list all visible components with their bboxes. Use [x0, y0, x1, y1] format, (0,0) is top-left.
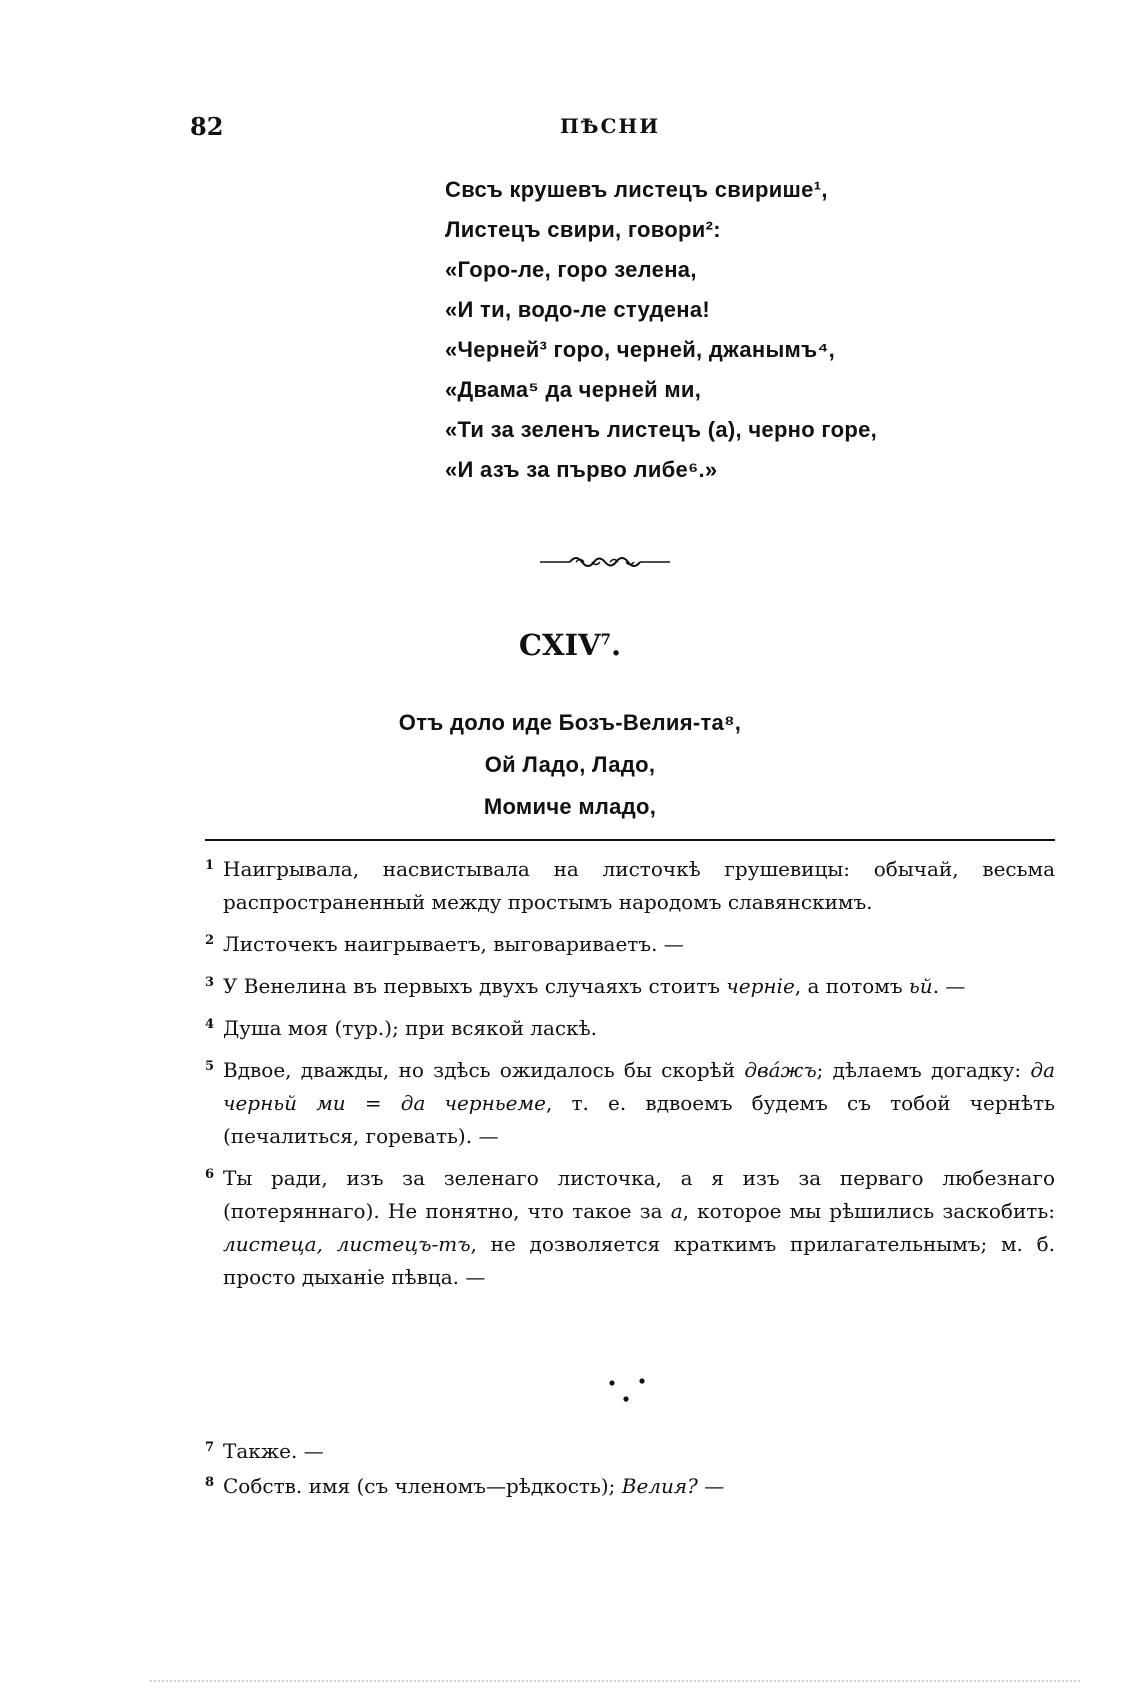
ornament-divider-icon	[540, 552, 670, 572]
verse-line: «Горо-ле, горо зелена,	[445, 257, 697, 282]
footnote-text: Вдвое, дважды, но здѣсь ожидалось бы скорѣй	[223, 1058, 745, 1082]
verse-line: Ой Ладо, Ладо,	[484, 752, 656, 777]
verse-line: «Черней³ горо, черней, джанымъ⁴,	[445, 337, 836, 362]
footnote-text: , которое мы рѣшились заскобить:	[682, 1199, 1055, 1223]
footnote-text: —	[697, 1474, 725, 1498]
verse-line: «Ти за зеленъ листецъ (а), черно горе,	[445, 417, 878, 442]
verse-line: Свсъ крушевъ листецъ свирише¹,	[445, 177, 828, 202]
running-title: ПѢСНИ	[560, 114, 661, 138]
footnotes	[205, 853, 1055, 1303]
verse-line: «И ти, водо-ле студена!	[445, 297, 711, 322]
footnote-mark: 2	[205, 933, 215, 948]
footnote-text: Также. —	[223, 1439, 324, 1463]
footnote-text: Листочекъ наигрываетъ, выговариваетъ. —	[223, 932, 684, 956]
footnote-italic-text: черніе	[726, 974, 795, 998]
footnote-text: , не дозволяется краткимъ прилагательнымъ; м. б. просто дыханіе пѣвца. —	[223, 1232, 1056, 1289]
footnote-italic-text: Велия?	[621, 1474, 698, 1498]
footnote-italic-text: ьй	[908, 974, 933, 998]
song-verse-1	[445, 170, 877, 490]
footnote	[205, 928, 1055, 961]
footnote-mark: 5	[205, 1059, 215, 1074]
footnote	[205, 1012, 1055, 1045]
footnote-mark: 3	[205, 975, 215, 990]
footnote	[205, 853, 1055, 919]
song-verse-2	[0, 702, 1140, 828]
footnote-mark: 7	[205, 1440, 215, 1455]
footnote-italic-text: листеца, листецъ-тъ	[223, 1232, 471, 1256]
footnote-text: Наигрывала, насвистывала на листочкѣ грушевицы: обычай, весьма распространенный между простымъ народомъ славянскимъ.	[223, 857, 1055, 914]
scan-edge	[150, 1680, 1080, 1688]
footnote-text: Собств. имя (съ членомъ—рѣдкость);	[223, 1474, 622, 1498]
section-footnote-mark: 7	[600, 630, 611, 649]
footnote-text: Ты ради, изъ за зеленаго листочка, а я изъ за перваго любезнаго (потеряннаго). Не понятно, что такое за	[223, 1166, 1055, 1223]
footnote-text: , т. е. вдвоемъ будемъ съ тобой чернѣть (печалиться, горевать). —	[223, 1091, 1056, 1148]
footnote-text: Душа моя (тур.); при всякой ласкѣ.	[223, 1016, 598, 1040]
verse-line: «И азъ за първо либе⁶.»	[445, 457, 718, 482]
verse-line: Отъ доло иде Бозъ-Велия-та⁸,	[398, 710, 742, 735]
footnote	[205, 970, 1055, 1003]
footnote-italic-text: да черньй ми = да черньеме	[223, 1058, 1055, 1115]
footnote-italic-text: двáжъ	[744, 1058, 817, 1082]
footnote-text: . —	[932, 974, 966, 998]
footnotes-continued	[205, 1434, 1055, 1504]
footnote-mark: 4	[205, 1017, 215, 1032]
footnote-text: ; дѣлаемъ догадку:	[816, 1058, 1031, 1082]
verse-line: Момиче младо,	[483, 794, 657, 819]
verse-line: Листецъ свири, говори²:	[445, 217, 721, 242]
footnote	[205, 1469, 1055, 1504]
verse-line: «Двама⁵ да черней ми,	[445, 377, 702, 402]
footnote	[205, 1054, 1055, 1153]
section-number: CXIV$^7$.	[518, 628, 622, 662]
footnote-mark: 1	[205, 858, 215, 873]
footnote-italic-text: а	[670, 1199, 683, 1223]
section-roman: CXIV	[518, 628, 601, 662]
asterism-icon	[600, 1373, 660, 1413]
footnote-mark: 8	[205, 1475, 215, 1490]
footnote-text: , а потомъ	[794, 974, 909, 998]
footnote-text: У Венелина въ первыхъ двухъ случаяхъ стоитъ	[223, 974, 727, 998]
footnote-rule	[205, 839, 1055, 841]
footnote-mark: 6	[205, 1167, 215, 1182]
footnote	[205, 1434, 1055, 1469]
footnote	[205, 1162, 1055, 1294]
page-number: 82	[190, 112, 224, 141]
